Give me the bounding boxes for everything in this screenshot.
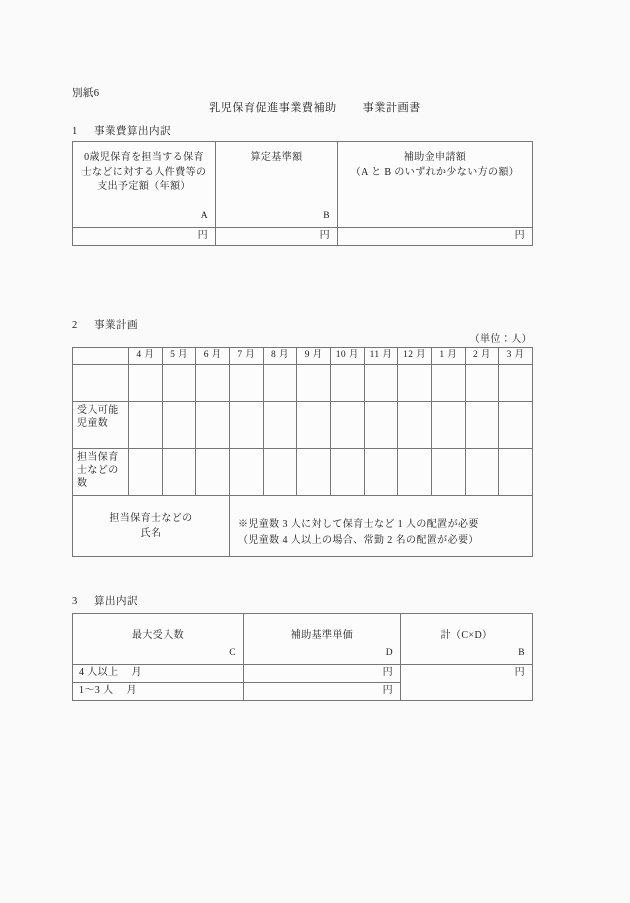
plan-cell[interactable]: [162, 365, 196, 402]
expense-col-standard-amount-label: 算定基準額: [250, 152, 303, 163]
table-row-staff-names: [73, 496, 533, 557]
plan-month-7: 7 月: [229, 348, 263, 365]
plan-cell[interactable]: [431, 365, 465, 402]
plan-cell[interactable]: [465, 402, 499, 449]
plan-cell[interactable]: [364, 365, 398, 402]
plan-cell[interactable]: [499, 365, 533, 402]
plan-cell[interactable]: [196, 365, 230, 402]
plan-cell[interactable]: [229, 365, 263, 402]
calc-total-value[interactable]: 円: [401, 665, 533, 701]
plan-cell[interactable]: [465, 449, 499, 496]
plan-cell[interactable]: [196, 402, 230, 449]
table-row-tier-1: [73, 665, 533, 683]
table-row-month-headers: [73, 348, 533, 365]
plan-cell[interactable]: [297, 365, 331, 402]
calc-row-1-max-intake[interactable]: 4 人以上 月: [73, 665, 244, 683]
expense-marker-a: A: [200, 211, 208, 222]
calc-row-1-unit-price[interactable]: 円: [244, 665, 401, 683]
plan-staffing-note: [229, 496, 532, 557]
expense-value-standard-amount[interactable]: 円: [216, 228, 338, 246]
calc-col-unit-price: [244, 614, 401, 665]
plan-cell[interactable]: [364, 449, 398, 496]
plan-month-5: 5 月: [162, 348, 196, 365]
plan-cell[interactable]: [398, 449, 432, 496]
plan-month-9: 9 月: [297, 348, 331, 365]
plan-month-2: 2 月: [465, 348, 499, 365]
expense-col-labor-cost-label: 0歳児保育を担当する保育 士などに対する人件費等の 支出予定額（年額）: [81, 152, 207, 192]
business-plan-table: [72, 347, 533, 557]
plan-row-staff-names-label: 担当保育士などの 氏名: [73, 496, 230, 557]
calc-col-max-intake: [73, 614, 244, 665]
plan-cell[interactable]: [229, 449, 263, 496]
expense-breakdown-table: [72, 141, 533, 246]
plan-cell[interactable]: [263, 365, 297, 402]
plan-row-capacity-label: 受入可能児童数: [73, 402, 129, 449]
table-row-staff-count: [73, 449, 533, 496]
plan-cell[interactable]: [465, 365, 499, 402]
plan-cell[interactable]: [398, 402, 432, 449]
calculation-breakdown-table: [72, 613, 533, 701]
table-row-headers: [73, 142, 533, 228]
plan-cell[interactable]: [330, 365, 364, 402]
calc-col-total-label: 計（C×D）: [440, 630, 493, 641]
plan-month-4: 4 月: [129, 348, 163, 365]
plan-cell[interactable]: [499, 449, 533, 496]
plan-cell[interactable]: [229, 402, 263, 449]
plan-staffing-note-line-1: ※児童数 3 人に対して保育士など 1 人の配置が必要: [237, 519, 479, 530]
table-row-capacity: [73, 402, 533, 449]
plan-cell[interactable]: [330, 402, 364, 449]
plan-cell[interactable]: [297, 402, 331, 449]
section-1-heading: [72, 123, 171, 138]
plan-cell[interactable]: [162, 402, 196, 449]
calc-col-max-intake-label: 最大受入数: [132, 630, 184, 641]
section-1-label: 事業費算出内訳: [94, 126, 171, 137]
plan-cell[interactable]: [431, 402, 465, 449]
section-2-label: 事業計画: [94, 320, 138, 331]
unit-note-persons: （単位：人）: [469, 334, 532, 345]
plan-month-8: 8 月: [263, 348, 297, 365]
plan-row-blank-label: [73, 365, 129, 402]
plan-cell[interactable]: [398, 365, 432, 402]
expense-marker-b: B: [323, 211, 330, 222]
section-3-label: 算出内訳: [94, 596, 138, 607]
expense-value-labor-cost[interactable]: 円: [73, 228, 216, 246]
expense-col-subsidy-request: [338, 142, 533, 228]
plan-cell[interactable]: [431, 449, 465, 496]
plan-month-11: 11 月: [364, 348, 398, 365]
plan-staffing-note-line-2: （児童数 4 人以上の場合、常勤 2 名の配置が必要）: [237, 535, 479, 546]
calc-marker-b: B: [518, 648, 525, 659]
plan-month-10: 10 月: [330, 348, 364, 365]
table-row-headers: [73, 614, 533, 665]
table-row-blank: [73, 365, 533, 402]
calc-marker-c: C: [229, 648, 236, 659]
plan-month-3: 3 月: [499, 348, 533, 365]
plan-cell[interactable]: [499, 402, 533, 449]
expense-value-subsidy-request[interactable]: 円: [338, 228, 533, 246]
calc-col-total: [401, 614, 533, 665]
plan-cell[interactable]: [129, 449, 163, 496]
plan-month-6: 6 月: [196, 348, 230, 365]
section-2-number: 2: [72, 320, 78, 331]
plan-month-12: 12 月: [398, 348, 432, 365]
document-title-sub: 事業計画書: [362, 102, 421, 114]
section-3-heading: [72, 593, 138, 608]
plan-cell[interactable]: [196, 449, 230, 496]
calc-row-2-unit-price[interactable]: 円: [244, 683, 401, 701]
calc-row-2-max-intake[interactable]: 1〜3 人 月: [73, 683, 244, 701]
plan-cell[interactable]: [330, 449, 364, 496]
plan-cell[interactable]: [364, 402, 398, 449]
plan-cell[interactable]: [162, 449, 196, 496]
section-2-heading: [72, 317, 138, 332]
plan-cell[interactable]: [263, 449, 297, 496]
form-number: 別紙6: [72, 88, 100, 99]
plan-cell[interactable]: [129, 402, 163, 449]
plan-cell[interactable]: [263, 402, 297, 449]
plan-row-staff-count-label: 担当保育士などの数: [73, 449, 129, 496]
expense-col-subsidy-request-label: 補助金申請額 （A と B のいずれか少ない方の額）: [350, 152, 520, 178]
plan-cell[interactable]: [297, 449, 331, 496]
plan-cell[interactable]: [129, 365, 163, 402]
section-3-number: 3: [72, 596, 78, 607]
document-title: [0, 99, 630, 115]
calc-col-unit-price-label: 補助基準単価: [290, 630, 354, 641]
plan-corner-cell: [73, 348, 129, 365]
plan-month-1: 1 月: [431, 348, 465, 365]
document-title-main: 乳児保育促進事業費補助: [209, 102, 337, 114]
expense-col-standard-amount: [216, 142, 338, 228]
section-1-number: 1: [72, 126, 78, 137]
calc-marker-d: D: [385, 648, 393, 659]
table-row-values: [73, 228, 533, 246]
expense-col-labor-cost: [73, 142, 216, 228]
